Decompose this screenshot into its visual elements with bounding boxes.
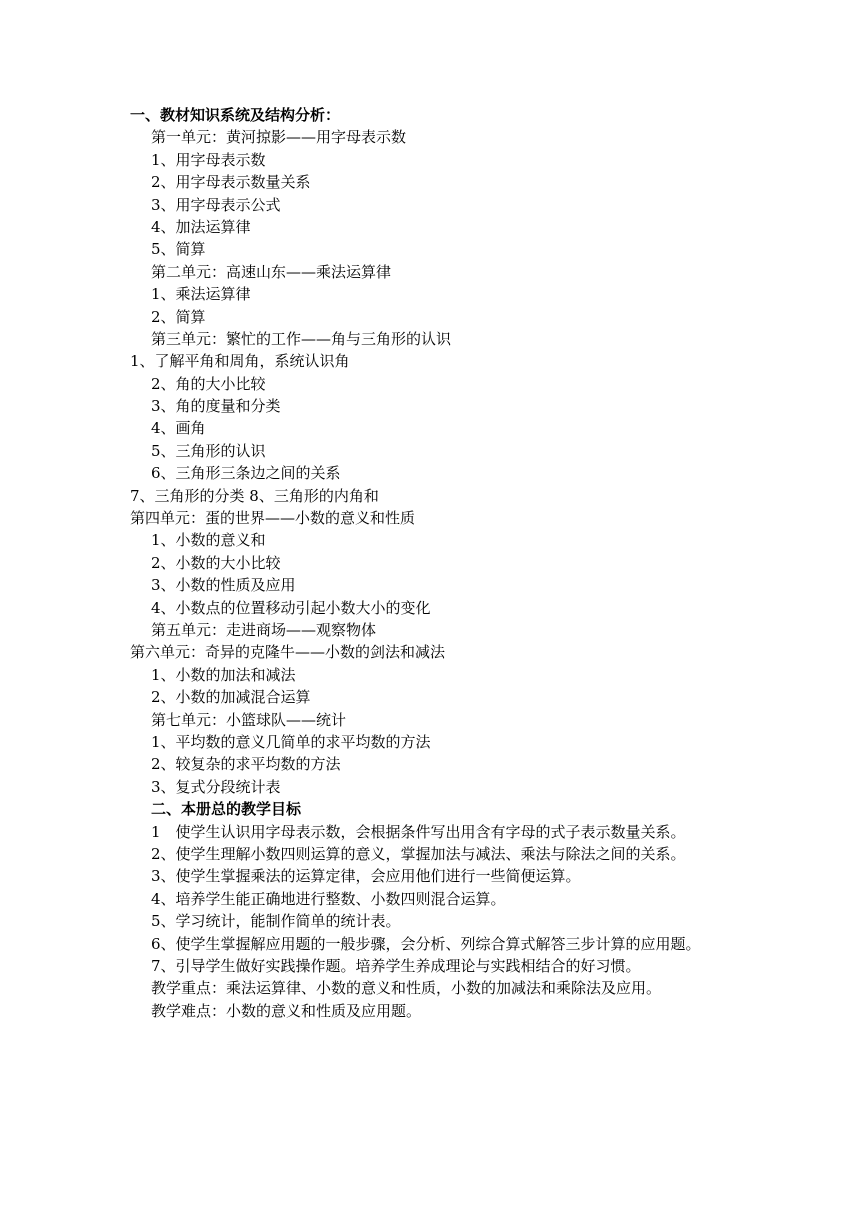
list-item: 2、简算 xyxy=(151,307,206,326)
list-item: 5、简算 xyxy=(151,240,206,259)
document-page xyxy=(130,104,740,1022)
list-item: 4、加法运算律 xyxy=(151,217,251,236)
list-item: 1、平均数的意义几简单的求平均数的方法 xyxy=(151,732,431,751)
list-item: 4、小数点的位置移动引起小数大小的变化 xyxy=(151,598,431,617)
list-item: 2、小数的加减混合运算 xyxy=(151,688,311,707)
list-item: 5、三角形的认识 xyxy=(151,441,266,460)
goal-paragraph: 2、使学生理解小数四则运算的意义，掌握加法与减法、乘法与除法之间的关系。 xyxy=(151,844,686,863)
list-item: 7、三角形的分类 8、三角形的内角和 xyxy=(130,486,379,505)
list-item: 2、用字母表示数量关系 xyxy=(151,173,311,192)
list-item: 4、画角 xyxy=(151,419,206,438)
unit3-title: 第三单元：繁忙的工作——角与三角形的认识 xyxy=(151,329,452,348)
unit6-title: 第六单元：奇异的克隆牛——小数的剑法和减法 xyxy=(130,643,446,662)
goal-paragraph: 3、使学生掌握乘法的运算定律，会应用他们进行一些简便运算。 xyxy=(151,867,581,886)
list-item: 1、了解平角和周角，系统认识角 xyxy=(130,352,350,371)
list-item: 3、复式分段统计表 xyxy=(151,777,281,796)
list-item: 2、角的大小比较 xyxy=(151,374,266,393)
unit5-title: 第五单元：走进商场——观察物体 xyxy=(151,620,377,639)
goal-paragraph: 5、学习统计，能制作简单的统计表。 xyxy=(151,912,401,931)
list-item: 1、小数的意义和 xyxy=(151,531,266,550)
goal-paragraph: 7、引导学生做好实践操作题。培养学生养成理论与实践相结合的好习惯。 xyxy=(151,956,641,975)
unit1-title: 第一单元：黄河掠影——用字母表示数 xyxy=(151,128,407,147)
unit2-title: 第二单元：高速山东——乘法运算律 xyxy=(151,262,392,281)
list-item: 1、乘法运算律 xyxy=(151,285,251,304)
section2-heading: 二、本册总的教学目标 xyxy=(151,800,302,819)
list-item: 3、小数的性质及应用 xyxy=(151,576,296,595)
list-item: 6、三角形三条边之间的关系 xyxy=(151,464,341,483)
goal-paragraph: 4、培养学生能正确地进行整数、小数四则混合运算。 xyxy=(151,889,506,908)
teaching-difficulty: 教学难点：小数的意义和性质及应用题。 xyxy=(151,1001,422,1020)
goal-paragraph: 6、使学生掌握解应用题的一般步骤，会分析、列综合算式解答三步计算的应用题。 xyxy=(151,934,701,953)
list-item: 3、用字母表示公式 xyxy=(151,195,281,214)
unit4-title: 第四单元：蛋的世界——小数的意义和性质 xyxy=(130,509,416,528)
teaching-focus: 教学重点：乘法运算律、小数的意义和性质，小数的加减法和乘除法及应用。 xyxy=(151,979,662,998)
list-item: 3、角的度量和分类 xyxy=(151,397,281,416)
list-item: 2、较复杂的求平均数的方法 xyxy=(151,755,341,774)
list-item: 2、小数的大小比较 xyxy=(151,553,281,572)
list-item: 1、用字母表示数 xyxy=(151,150,266,169)
unit7-title: 第七单元：小篮球队——统计 xyxy=(151,710,347,729)
goal-paragraph: 1 使学生认识用字母表示数，会根据条件写出用含有字母的式子表示数量关系。 xyxy=(151,822,686,841)
list-item: 1、小数的加法和减法 xyxy=(151,665,296,684)
section1-heading: 一、教材知识系统及结构分析： xyxy=(130,106,341,124)
